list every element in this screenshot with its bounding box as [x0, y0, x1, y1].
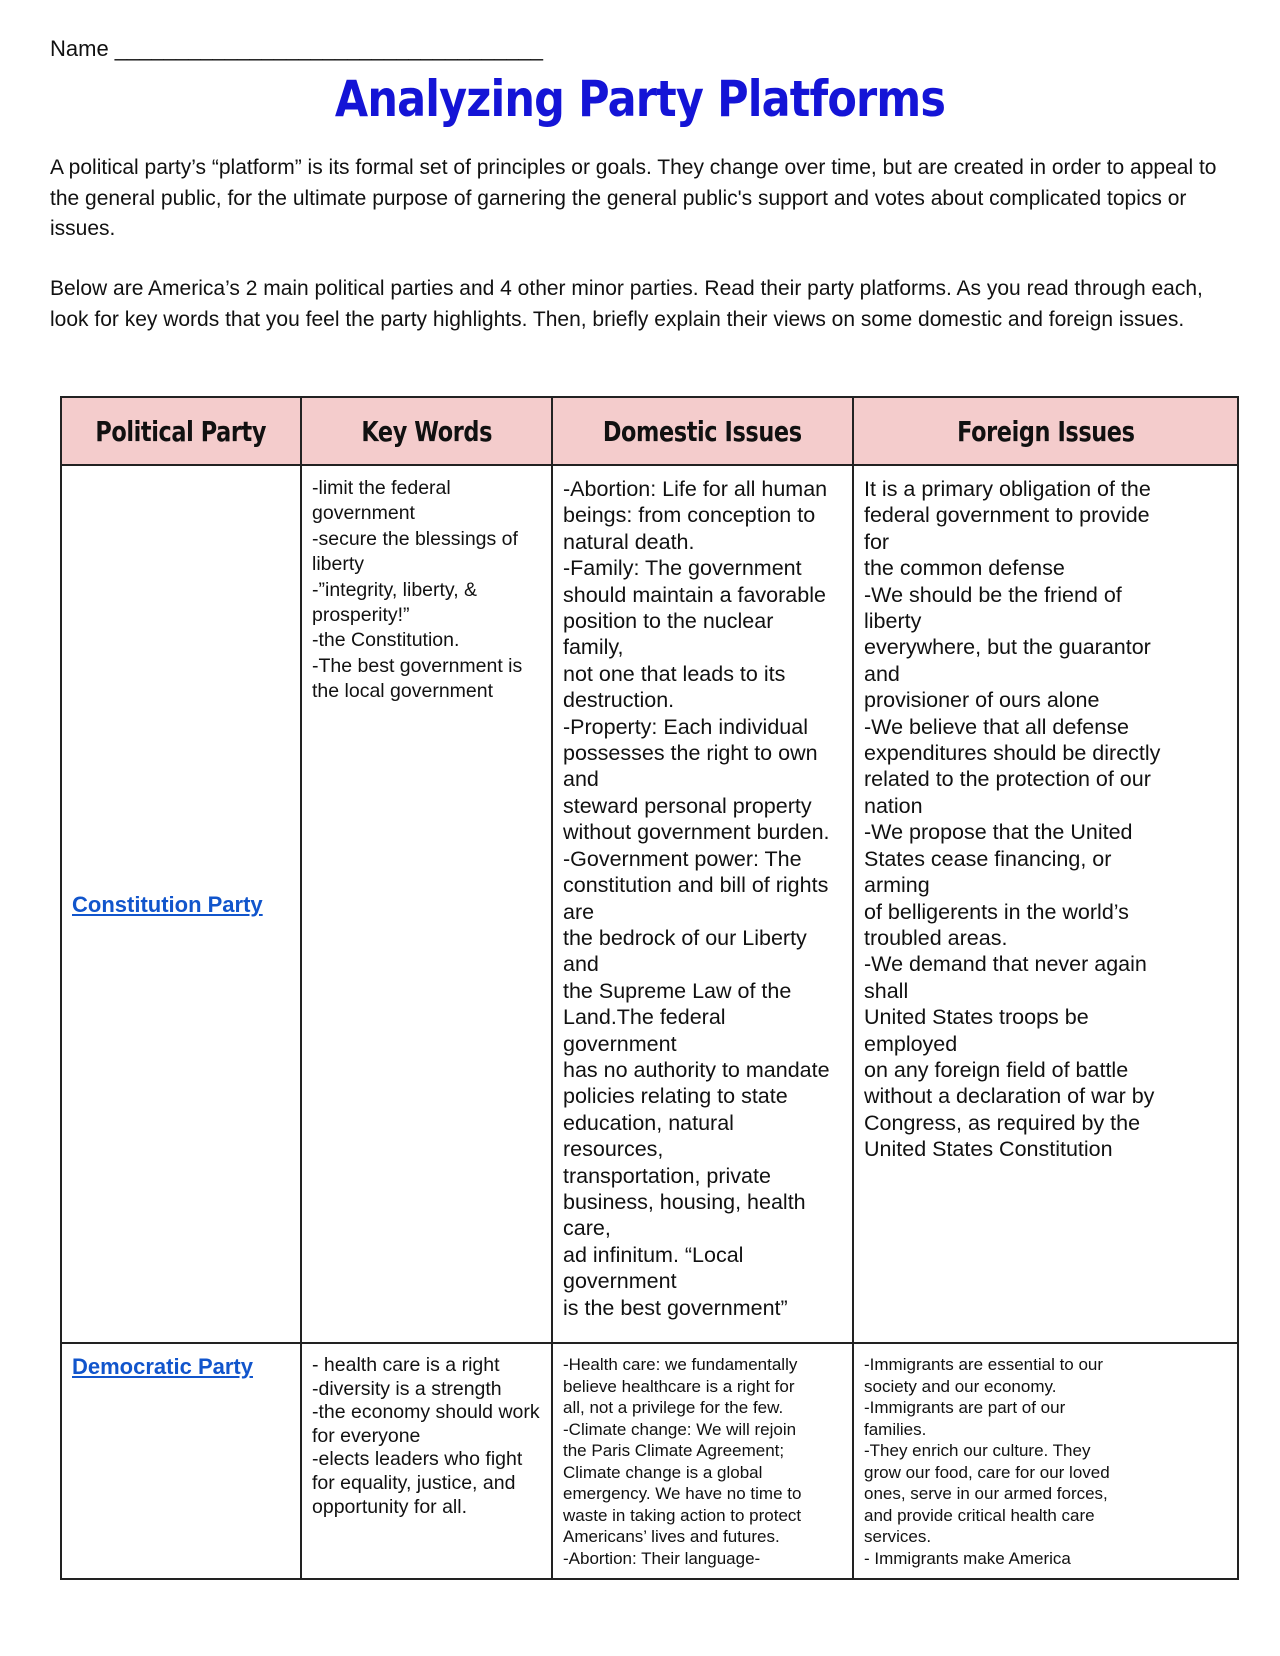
- name-field-label: Name ___________________________________: [50, 36, 544, 61]
- table-row: [61, 465, 1238, 1343]
- header-key-words: Key Words: [301, 397, 552, 465]
- header-domestic-issues: Domestic Issues: [552, 397, 853, 465]
- key-words-cell: -limit the federal government -secure the blessings of liberty -”integrity, liberty, & prosperity!” -the Constitution. -The best government is the local government: [301, 465, 552, 1343]
- foreign-issues-cell: -Immigrants are essential to our society and our economy. -Immigrants are part of our families. -They enrich our culture. They grow our food, care for our loved ones, serve in our armed forces, and provide critical health care services. - Immigrants make America: [853, 1343, 1238, 1579]
- constitution-party-link[interactable]: Constitution Party: [72, 892, 263, 917]
- table-header-row: [61, 397, 1238, 465]
- democratic-party-link[interactable]: Democratic Party: [72, 1354, 253, 1379]
- foreign-issues-cell: It is a primary obligation of the federal government to provide for the common defense -We should be the friend of liberty everywhere, but the guarantor and provisioner of ours alone -We believe that all defense expenditures should be directly related to the protection of our nation -We propose that the United States cease financing, or arming of belligerents in the world’s troubled areas. -We demand that never again shall United States troops be employed on any foreign field of battle without a declaration of war by Congress, as required by the United States Constitution: [853, 465, 1238, 1343]
- party-cell: [61, 465, 301, 1343]
- key-words-cell: - health care is a right -diversity is a strength -the economy should work for everyone -elects leaders who fight for equality, justice, and opportunity for all.: [301, 1343, 552, 1579]
- intro-paragraph-1: A political party’s “platform” is its formal set of principles or goals. They change over time, but are created in order to appeal to the general public, for the ultimate purpose of garnering the general public's support and votes about complicated topics or issues.: [50, 156, 1217, 240]
- header-political-party: Political Party: [61, 397, 301, 465]
- intro-paragraph-2: Below are America’s 2 main political parties and 4 other minor parties. Read their party platforms. As you read through each, look for key words that you feel the party highlights. Then, briefly explain their views on some domestic and foreign issues.: [50, 277, 1203, 331]
- header-foreign-issues: Foreign Issues: [853, 397, 1238, 465]
- domestic-issues-cell: -Health care: we fundamentally believe healthcare is a right for all, not a privilege for the few. -Climate change: We will rejoin the Paris Climate Agreement; Climate change is a global emergency. We have no time to waste in taking action to protect Americans’ lives and futures. -Abortion: Their language-: [552, 1343, 853, 1579]
- page-title: Analyzing Party Platforms: [334, 70, 946, 128]
- party-platform-table: [60, 396, 1239, 1580]
- domestic-issues-cell: -Abortion: Life for all human beings: from conception to natural death. -Family: The government should maintain a favorable position to the nuclear family, not one that leads to its destruction. -Property: Each individual possesses the right to own and steward personal property without government burden. -Government power: The constitution and bill of rights are the bedrock of our Liberty and the Supreme Law of the Land.The federal government has no authority to mandate policies relating to state education, natural resources, transportation, private business, housing, health care, ad infinitum. “Local government is the best government”: [552, 465, 853, 1343]
- table-row: [61, 1343, 1238, 1579]
- party-cell: [61, 1343, 301, 1579]
